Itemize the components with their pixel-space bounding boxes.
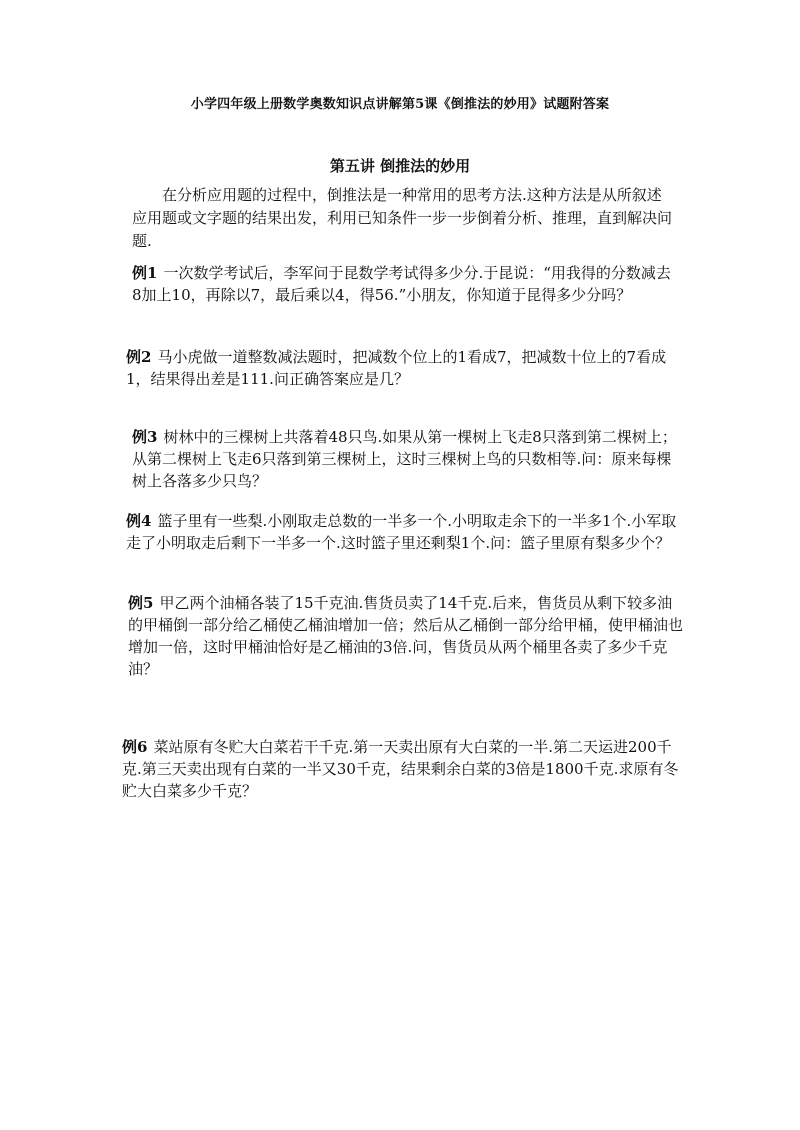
example-label: 例1: [132, 264, 158, 282]
example-6: [122, 736, 684, 802]
example-text: 树林中的三棵树上共落着48只鸟.如果从第一棵树上飞走8只落到第二棵树上；从第二棵树上飞走6只落到第三棵树上，这时三棵树上鸟的只数相等.问：原来每棵树上各落多少只鸟？: [132, 428, 677, 490]
example-text: 马小虎做一道整数减法题时，把减数个位上的1看成7，把减数十位上的7看成1，结果得出差是111.问正确答案应是几？: [126, 348, 667, 388]
example-label: 例3: [132, 428, 158, 446]
example-label: 例2: [126, 348, 152, 366]
example-5: [128, 592, 684, 680]
example-text: 一次数学考试后，李军问于昆数学考试得多少分.于昆说：“用我得的分数减去8加上10，再除以7，最后乘以4，得56.”小朋友，你知道于昆得多少分吗？: [132, 264, 671, 304]
example-text: 菜站原有冬贮大白菜若干千克.第一天卖出原有大白菜的一半.第二天运进200千克.第三天卖出现有白菜的一半又30千克，结果剩余白菜的3倍是1800千克.求原有冬贮大白菜多少千克？: [122, 738, 679, 800]
lesson-title: 第五讲 倒推法的妙用: [329, 157, 471, 175]
example-text: 甲乙两个油桶各装了15千克油.售货员卖了14千克.后来，售货员从剩下较多油的甲桶倒一部分给乙桶使乙桶油增加一倍；然后从乙桶倒一部分给甲桶，使甲桶油也增加一倍，这时甲桶油恰好是乙桶油的3倍.问，售货员从两个桶里各卖了多少千克油？: [128, 594, 684, 678]
example-4: [126, 510, 686, 554]
example-2: [126, 346, 681, 390]
example-1: [132, 262, 677, 306]
example-text: 篮子里有一些梨.小刚取走总数的一半多一个.小明取走余下的一半多1个.小军取走了小明取走后剩下一半多一个.这时篮子里还剩梨1个.问：篮子里原有梨多少个？: [126, 512, 677, 552]
example-label: 例4: [126, 512, 152, 530]
example-label: 例6: [122, 738, 148, 756]
example-label: 例5: [128, 594, 154, 612]
example-3: [132, 426, 680, 492]
document-title: 小学四年级上册数学奥数知识点讲解第5课《倒推法的妙用》试题附答案: [190, 97, 610, 112]
intro-paragraph: 在分析应用题的过程中，倒推法是一种常用的思考方法.这种方法是从所叙述应用题或文字题的结果出发，利用已知条件一步一步倒着分析、推理，直到解决问题.: [132, 186, 673, 250]
